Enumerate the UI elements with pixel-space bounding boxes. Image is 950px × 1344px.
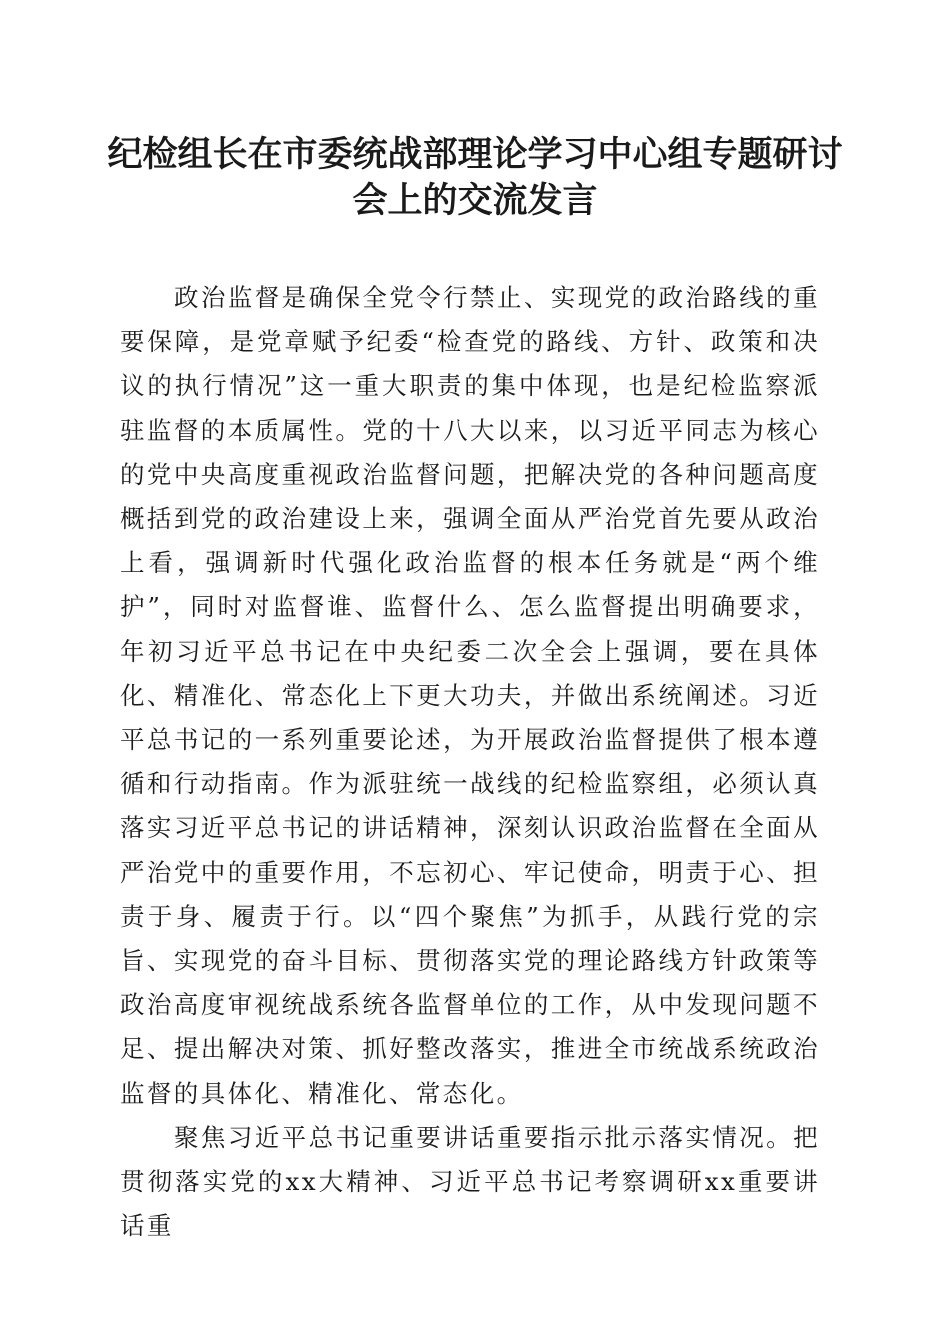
body-paragraph: 聚焦习近平总书记重要讲话重要指示批示落实情况。把贯彻落实党的xx大精神、习近平总书记考察调研xx重要讲话重 <box>120 1122 820 1241</box>
document-title: 纪检组长在市委统战部理论学习中心组专题研讨会上的交流发言 <box>107 134 843 221</box>
document-body <box>120 276 820 1248</box>
body-paragraph: 政治监督是确保全党令行禁止、实现党的政治路线的重要保障，是党章赋予纪委“检查党的路线、方针、政策和决议的执行情况”这一重大职责的集中体现，也是纪检监察派驻监督的本质属性。党的十八大以来，以习近平同志为核心的党中央高度重视政治监督问题，把解决党的各种问题高度概括到党的政治建设上来，强调全面从严治党首先要从政治上看，强调新时代强化政治监督的根本任务就是“两个维护”，同时对监督谁、监督什么、怎么监督提出明确要求，年初习近平总书记在中央纪委二次全会上强调，要在具体化、精准化、常态化上下更大功夫，并做出系统阐述。习近平总书记的一系列重要论述，为开展政治监督提供了根本遵循和行动指南。作为派驻统一战线的纪检监察组，必须认真落实习近平总书记的讲话精神，深刻认识政治监督在全面从严治党中的重要作用，不忘初心、牢记使命，明责于心、担责于身、履责于行。以“四个聚焦”为抓手，从践行党的宗旨、实现党的奋斗目标、贯彻落实党的理论路线方针政策等政治高度审视统战系统各监督单位的工作，从中发现问题不足、提出解决对策、抓好整改落实，推进全市统战系统政治监督的具体化、精准化、常态化。 <box>120 283 820 1108</box>
